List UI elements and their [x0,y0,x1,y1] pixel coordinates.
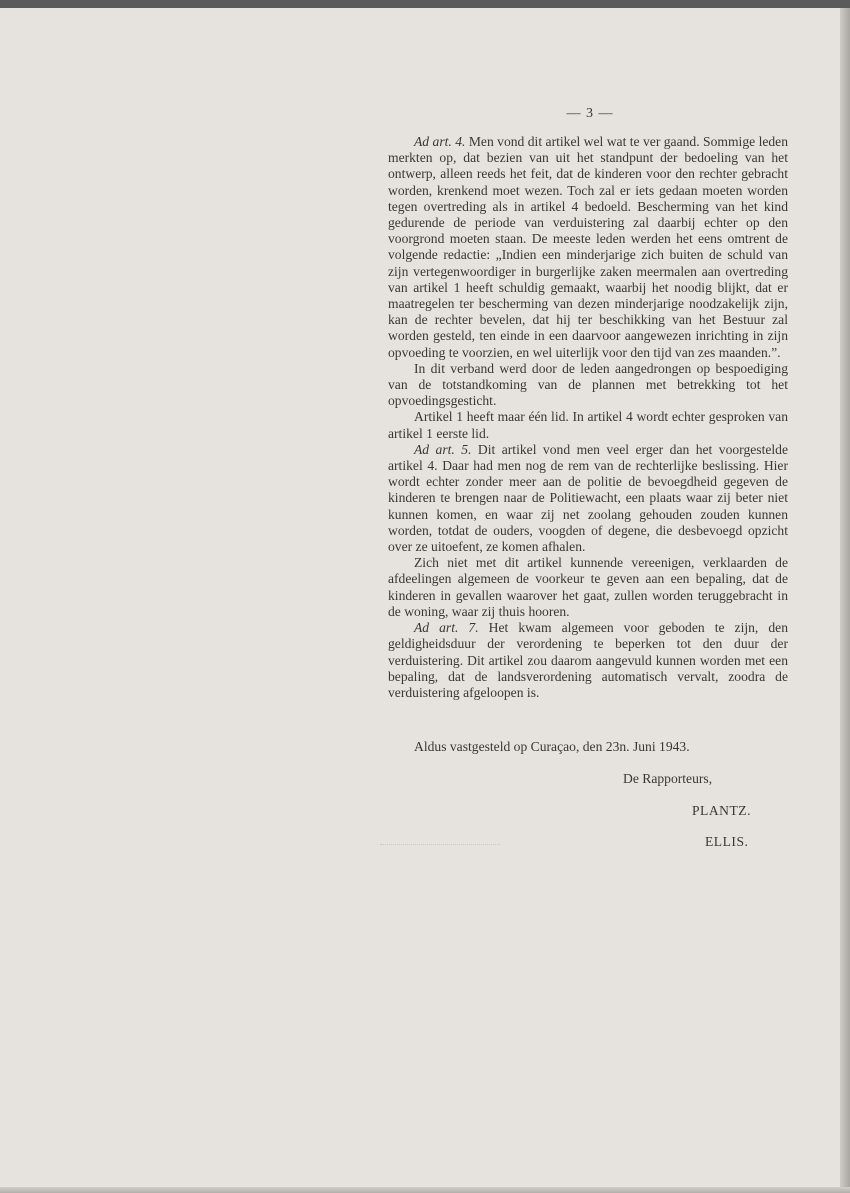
paragraph [388,409,788,441]
paragraph [388,361,788,410]
closing-statement: Aldus vastgesteld op Curaçao, den 23n. Juni 1943. [414,739,690,754]
article-reference: Ad art. 5. [414,441,472,457]
page-number: — 3 — [566,106,614,121]
paragraph-art-4 [388,134,788,361]
signatory-plantz: PLANTZ. [692,803,752,818]
paragraph-text: Men vond dit artikel wel wat te ver gaand. Sommige leden merkten op, dat bezien van uit het standpunt der bedoeling van het ontwerp, alleen reeds het feit, dat de kinderen voor den rechter gebracht worden, krenkend moet wezen. Toch zal er iets gedaan moeten worden tegen overtreding als in artikel 4 bedoeld. Bescherming van het kind gedurende de periode van verduistering zal daarbij echter op den voorgrond moeten staan. De meeste leden werden het eens omtrent de volgende redactie: „Indien een minderjarige zich buiten de schuld van zijn vertegenwoordiger in burgerlijke zaken meermalen aan overtreding van artikel 1 heeft schuldig gemaakt, waarbij het noodig blijkt, dat er maatregelen ter bescherming van dezen minderjarige noodzakelijk zijn, kan de rechter bevelen, dat hij ter beschikking van het Bestuur zal worden gesteld, ten einde in een daarvoor aangewezen inrichting in zijn opvoeding te voorzien, en wel uiterlijk voor den tijd van zes maanden.”. [388,134,789,360]
paragraph-text: Zich niet met dit artikel kunnende vereenigen, verklaarden de afdeelingen algemeen de voorkeur te geven aan een bepaling, dat de kinderen in gevallen waarover het gaat, zullen worden teruggebracht in de woning, waar zij thuis hooren. [388,555,788,619]
paragraph-text: Dit artikel vond men veel erger dan het voorgestelde artikel 4. Daar had men nog de rem van de rechterlijke beslissing. Hier wordt echter zonder meer aan de politie de bevoegdheid gegeven de kinderen te brengen naar de Politiewacht, een plaats waar zij beter niet kunnen komen, en waar zij net zoolang gehouden zouden kunnen worden, totdat de ouders, voogden of degene, die desbevoegd opzicht over ze uitoefent, ze komen afhalen. [388,441,788,555]
paper-mark [380,836,500,845]
paragraph-text: Het kwam algemeen voor geboden te zijn, den geldigheidsduur der verordening te beperken tot den duur der verduistering. Dit artikel zou daarom aangevuld kunnen worden met een bepaling, dat de landsverordening automatisch vervalt, zoodra de verduistering afgeloopen is. [388,620,788,700]
report-body [388,134,788,701]
signatory-ellis: ELLIS. [705,834,749,849]
page-edge-right [840,8,850,1193]
paragraph [388,555,788,620]
paragraph-art-7 [388,620,788,701]
rapporteurs-label: De Rapporteurs, [623,771,713,786]
article-reference: Ad art. 4. [414,134,466,149]
page-edge-bottom [0,1187,850,1193]
paragraph-text: In dit verband werd door de leden aangedrongen op bespoediging van de totstandkoming van de plannen met betrekking tot het opvoedingsgesticht. [388,360,788,409]
article-reference: Ad art. 7. [414,620,479,636]
paragraph-art-5 [388,442,788,555]
paragraph-text: Artikel 1 heeft maar één lid. In artikel 4 wordt echter gesproken van artikel 1 eerste lid. [388,409,788,441]
